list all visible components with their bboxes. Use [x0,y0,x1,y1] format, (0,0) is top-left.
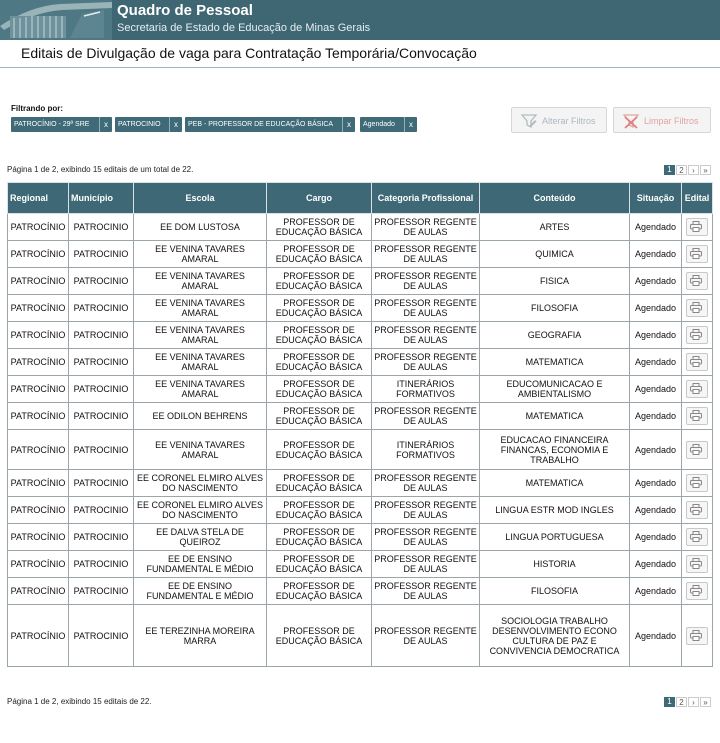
cell-municipio: PATROCINIO [69,551,134,578]
printer-icon [690,356,702,367]
print-edital-button[interactable] [686,299,708,317]
col-header-categoria: Categoria Profissional [372,183,480,214]
table-header-row [8,183,713,214]
cell-municipio: PATROCINIO [69,268,134,295]
cell-categoria: PROFESSOR REGENTE DE AULAS [372,241,480,268]
cell-escola: EE VENINA TAVARES AMARAL [134,349,267,376]
cell-edital [682,322,713,349]
cell-municipio: PATROCINIO [69,403,134,430]
cell-cargo: PROFESSOR DE EDUCAÇÃO BÁSICA [267,214,372,241]
printer-icon [690,558,702,569]
col-header-regional: Regional [8,183,69,214]
col-header-escola: Escola [134,183,267,214]
filter-chip-regional [11,117,112,132]
cell-situacao: Agendado [630,551,682,578]
cell-situacao: Agendado [630,214,682,241]
cell-categoria: PROFESSOR REGENTE DE AULAS [372,524,480,551]
cell-categoria: PROFESSOR REGENTE DE AULAS [372,578,480,605]
cell-conteudo: EDUCACAO FINANCEIRA FINANCAS, ECONOMIA E TRABALHO [480,430,630,470]
cell-escola: EE CORONEL ELMIRO ALVES DO NASCIMENTO [134,470,267,497]
print-edital-button[interactable] [686,474,708,492]
print-edital-button[interactable] [686,272,708,290]
table-row [8,214,713,241]
table-row [8,403,713,430]
cell-situacao: Agendado [630,295,682,322]
table-row [8,551,713,578]
remove-filter-icon[interactable]: x [342,117,355,132]
filter-chip-situacao [360,117,417,132]
cell-categoria: PROFESSOR REGENTE DE AULAS [372,268,480,295]
cell-escola: EE VENINA TAVARES AMARAL [134,295,267,322]
page-2-button[interactable]: 2 [676,165,687,175]
printer-icon [690,383,702,394]
cell-categoria: PROFESSOR REGENTE DE AULAS [372,349,480,376]
cell-municipio: PATROCINIO [69,349,134,376]
cell-escola: EE ODILON BEHRENS [134,403,267,430]
pagination-info-top: Página 1 de 2, exibindo 15 editais de um total de 22. [7,165,194,174]
app-subtitle: Secretaria de Estado de Educação de Minas Gerais [117,22,371,34]
cell-regional: PATROCÍNIO [8,241,69,268]
cell-situacao: Agendado [630,241,682,268]
cell-cargo: PROFESSOR DE EDUCAÇÃO BÁSICA [267,578,372,605]
printer-icon [690,410,702,421]
print-edital-button[interactable] [686,501,708,519]
cell-categoria: ITINERÁRIOS FORMATIVOS [372,376,480,403]
cell-situacao: Agendado [630,470,682,497]
cell-regional: PATROCÍNIO [8,403,69,430]
cell-escola: EE DALVA STELA DE QUEIROZ [134,524,267,551]
cell-categoria: ITINERÁRIOS FORMATIVOS [372,430,480,470]
table-row [8,430,713,470]
page-title: Editais de Divulgação de vaga para Contratação Temporária/Convocação [21,45,477,61]
cell-edital [682,349,713,376]
cell-categoria: PROFESSOR REGENTE DE AULAS [372,551,480,578]
cell-situacao: Agendado [630,524,682,551]
cell-municipio: PATROCINIO [69,430,134,470]
printer-icon [690,329,702,340]
printer-icon [690,504,702,515]
cell-cargo: PROFESSOR DE EDUCAÇÃO BÁSICA [267,403,372,430]
cell-situacao: Agendado [630,376,682,403]
table-row [8,578,713,605]
cell-conteudo: SOCIOLOGIA TRABALHO DESENVOLVIMENTO ECONO CULTURA DE PAZ E CONVIVENCIA DEMOCRATICA [480,605,630,667]
cell-regional: PATROCÍNIO [8,376,69,403]
cell-edital [682,403,713,430]
cell-cargo: PROFESSOR DE EDUCAÇÃO BÁSICA [267,430,372,470]
cell-situacao: Agendado [630,497,682,524]
cell-municipio: PATROCINIO [69,322,134,349]
cell-edital [682,551,713,578]
table-row [8,349,713,376]
page-2-button[interactable]: 2 [676,697,687,707]
app-header [0,0,720,40]
print-edital-button[interactable] [686,326,708,344]
cell-situacao: Agendado [630,605,682,667]
cell-escola: EE DE ENSINO FUNDAMENTAL E MÉDIO [134,551,267,578]
cell-escola: EE VENINA TAVARES AMARAL [134,376,267,403]
cell-municipio: PATROCINIO [69,605,134,667]
cell-categoria: PROFESSOR REGENTE DE AULAS [372,470,480,497]
cell-situacao: Agendado [630,578,682,605]
print-edital-button[interactable] [686,407,708,425]
filter-chip-label: PEB - PROFESSOR DE EDUCAÇÃO BÁSICA [188,121,334,128]
cell-cargo: PROFESSOR DE EDUCAÇÃO BÁSICA [267,241,372,268]
col-header-edital: Edital [682,183,713,214]
cell-municipio: PATROCINIO [69,470,134,497]
cell-cargo: PROFESSOR DE EDUCAÇÃO BÁSICA [267,322,372,349]
table-row [8,497,713,524]
table-row [8,470,713,497]
cell-conteudo: FILOSOFIA [480,578,630,605]
cell-edital [682,605,713,667]
cell-cargo: PROFESSOR DE EDUCAÇÃO BÁSICA [267,497,372,524]
cell-municipio: PATROCINIO [69,578,134,605]
print-edital-button[interactable] [686,441,708,459]
cell-conteudo: LINGUA ESTR MOD INGLES [480,497,630,524]
alterar-filtros-button[interactable] [511,107,607,133]
cell-escola: EE CORONEL ELMIRO ALVES DO NASCIMENTO [134,497,267,524]
table-row [8,376,713,403]
cell-cargo: PROFESSOR DE EDUCAÇÃO BÁSICA [267,470,372,497]
filter-chip-label: PATROCINIO [118,121,161,128]
cell-cargo: PROFESSOR DE EDUCAÇÃO BÁSICA [267,295,372,322]
cell-conteudo: ARTES [480,214,630,241]
cell-categoria: PROFESSOR REGENTE DE AULAS [372,403,480,430]
cell-regional: PATROCÍNIO [8,268,69,295]
cell-regional: PATROCÍNIO [8,578,69,605]
print-edital-button[interactable] [686,627,708,645]
remove-filter-icon[interactable]: x [404,117,417,132]
table-row [8,268,713,295]
alterar-filtros-label: Alterar Filtros [542,116,596,126]
limpar-filtros-label: Limpar Filtros [644,116,699,126]
cell-cargo: PROFESSOR DE EDUCAÇÃO BÁSICA [267,349,372,376]
printer-icon [690,248,702,259]
cell-escola: EE DE ENSINO FUNDAMENTAL E MÉDIO [134,578,267,605]
filter-label: Filtrando por: [11,104,63,113]
cell-edital [682,295,713,322]
editais-table [7,182,713,667]
cell-regional: PATROCÍNIO [8,470,69,497]
cell-cargo: PROFESSOR DE EDUCAÇÃO BÁSICA [267,376,372,403]
cell-edital [682,268,713,295]
table-row [8,605,713,667]
cell-escola: EE VENINA TAVARES AMARAL [134,268,267,295]
printer-icon [690,302,702,313]
cell-categoria: PROFESSOR REGENTE DE AULAS [372,322,480,349]
cell-regional: PATROCÍNIO [8,322,69,349]
cell-municipio: PATROCINIO [69,214,134,241]
cell-situacao: Agendado [630,322,682,349]
print-edital-button[interactable] [686,582,708,600]
remove-filter-icon[interactable]: x [99,117,112,132]
cell-situacao: Agendado [630,430,682,470]
cell-edital [682,497,713,524]
cell-escola: EE VENINA TAVARES AMARAL [134,241,267,268]
limpar-filtros-button[interactable] [613,107,711,133]
page-1-button[interactable]: 1 [664,697,675,707]
table-row [8,295,713,322]
cell-conteudo: GEOGRAFIA [480,322,630,349]
cell-conteudo: FISICA [480,268,630,295]
page-1-button[interactable]: 1 [664,165,675,175]
printer-icon [690,630,702,641]
remove-filter-icon[interactable]: x [169,117,182,132]
col-header-municipio: Município [69,183,134,214]
cell-municipio: PATROCINIO [69,497,134,524]
print-edital-button[interactable] [686,353,708,371]
cell-escola: EE DOM LUSTOSA [134,214,267,241]
cell-conteudo: EDUCOMUNICACAO E AMBIENTALISMO [480,376,630,403]
cell-situacao: Agendado [630,403,682,430]
col-header-situacao: Situação [630,183,682,214]
cell-categoria: PROFESSOR REGENTE DE AULAS [372,605,480,667]
printer-icon [690,444,702,455]
cell-cargo: PROFESSOR DE EDUCAÇÃO BÁSICA [267,524,372,551]
filter-chip-municipio [115,117,182,132]
cell-conteudo: HISTORIA [480,551,630,578]
cell-regional: PATROCÍNIO [8,524,69,551]
table-row [8,241,713,268]
cell-regional: PATROCÍNIO [8,605,69,667]
printer-icon [690,477,702,488]
cell-municipio: PATROCINIO [69,524,134,551]
cell-cargo: PROFESSOR DE EDUCAÇÃO BÁSICA [267,268,372,295]
title-divider [0,67,720,68]
last-page-button[interactable]: » [700,165,711,175]
cell-escola: EE VENINA TAVARES AMARAL [134,430,267,470]
cell-edital [682,241,713,268]
cell-conteudo: MATEMATICA [480,470,630,497]
cell-regional: PATROCÍNIO [8,551,69,578]
pagination-info-bottom: Página 1 de 2, exibindo 15 editais de 22. [7,697,152,706]
col-header-cargo: Cargo [267,183,372,214]
cell-situacao: Agendado [630,268,682,295]
cell-conteudo: MATEMATICA [480,349,630,376]
table-row [8,524,713,551]
app-title: Quadro de Pessoal [117,2,253,19]
filter-chip-cargo [185,117,355,132]
print-edital-button[interactable] [686,218,708,236]
cell-edital [682,524,713,551]
print-edital-button[interactable] [686,555,708,573]
pagination-top [664,165,711,175]
printer-icon [690,221,702,232]
print-edital-button[interactable] [686,245,708,263]
cell-regional: PATROCÍNIO [8,497,69,524]
header-building-illustration [0,0,112,40]
cell-cargo: PROFESSOR DE EDUCAÇÃO BÁSICA [267,605,372,667]
cell-escola: EE VENINA TAVARES AMARAL [134,322,267,349]
cell-categoria: PROFESSOR REGENTE DE AULAS [372,497,480,524]
pagination-bottom [664,697,711,707]
printer-icon [690,531,702,542]
cell-edital [682,214,713,241]
cell-situacao: Agendado [630,349,682,376]
filter-chip-label: PATROCÍNIO - 29ª SRE [14,121,90,128]
filter-clear-icon [622,112,640,130]
next-page-button[interactable]: › [688,697,699,707]
printer-icon [690,275,702,286]
cell-regional: PATROCÍNIO [8,214,69,241]
print-edital-button[interactable] [686,380,708,398]
cell-regional: PATROCÍNIO [8,295,69,322]
cell-regional: PATROCÍNIO [8,430,69,470]
cell-categoria: PROFESSOR REGENTE DE AULAS [372,214,480,241]
cell-edital [682,376,713,403]
cell-regional: PATROCÍNIO [8,349,69,376]
cell-conteudo: FILOSOFIA [480,295,630,322]
cell-conteudo: QUIMICA [480,241,630,268]
next-page-button[interactable]: › [688,165,699,175]
cell-conteudo: LINGUA PORTUGUESA [480,524,630,551]
filter-edit-icon [520,112,538,130]
print-edital-button[interactable] [686,528,708,546]
filter-chip-label: Agendado [363,121,395,128]
cell-municipio: PATROCINIO [69,376,134,403]
cell-edital [682,578,713,605]
table-row [8,322,713,349]
cell-edital [682,470,713,497]
cell-categoria: PROFESSOR REGENTE DE AULAS [372,295,480,322]
last-page-button[interactable]: » [700,697,711,707]
cell-edital [682,430,713,470]
cell-cargo: PROFESSOR DE EDUCAÇÃO BÁSICA [267,551,372,578]
col-header-conteudo: Conteúdo [480,183,630,214]
cell-municipio: PATROCINIO [69,241,134,268]
printer-icon [690,585,702,596]
cell-escola: EE TEREZINHA MOREIRA MARRA [134,605,267,667]
cell-conteudo: MATEMATICA [480,403,630,430]
cell-municipio: PATROCINIO [69,295,134,322]
